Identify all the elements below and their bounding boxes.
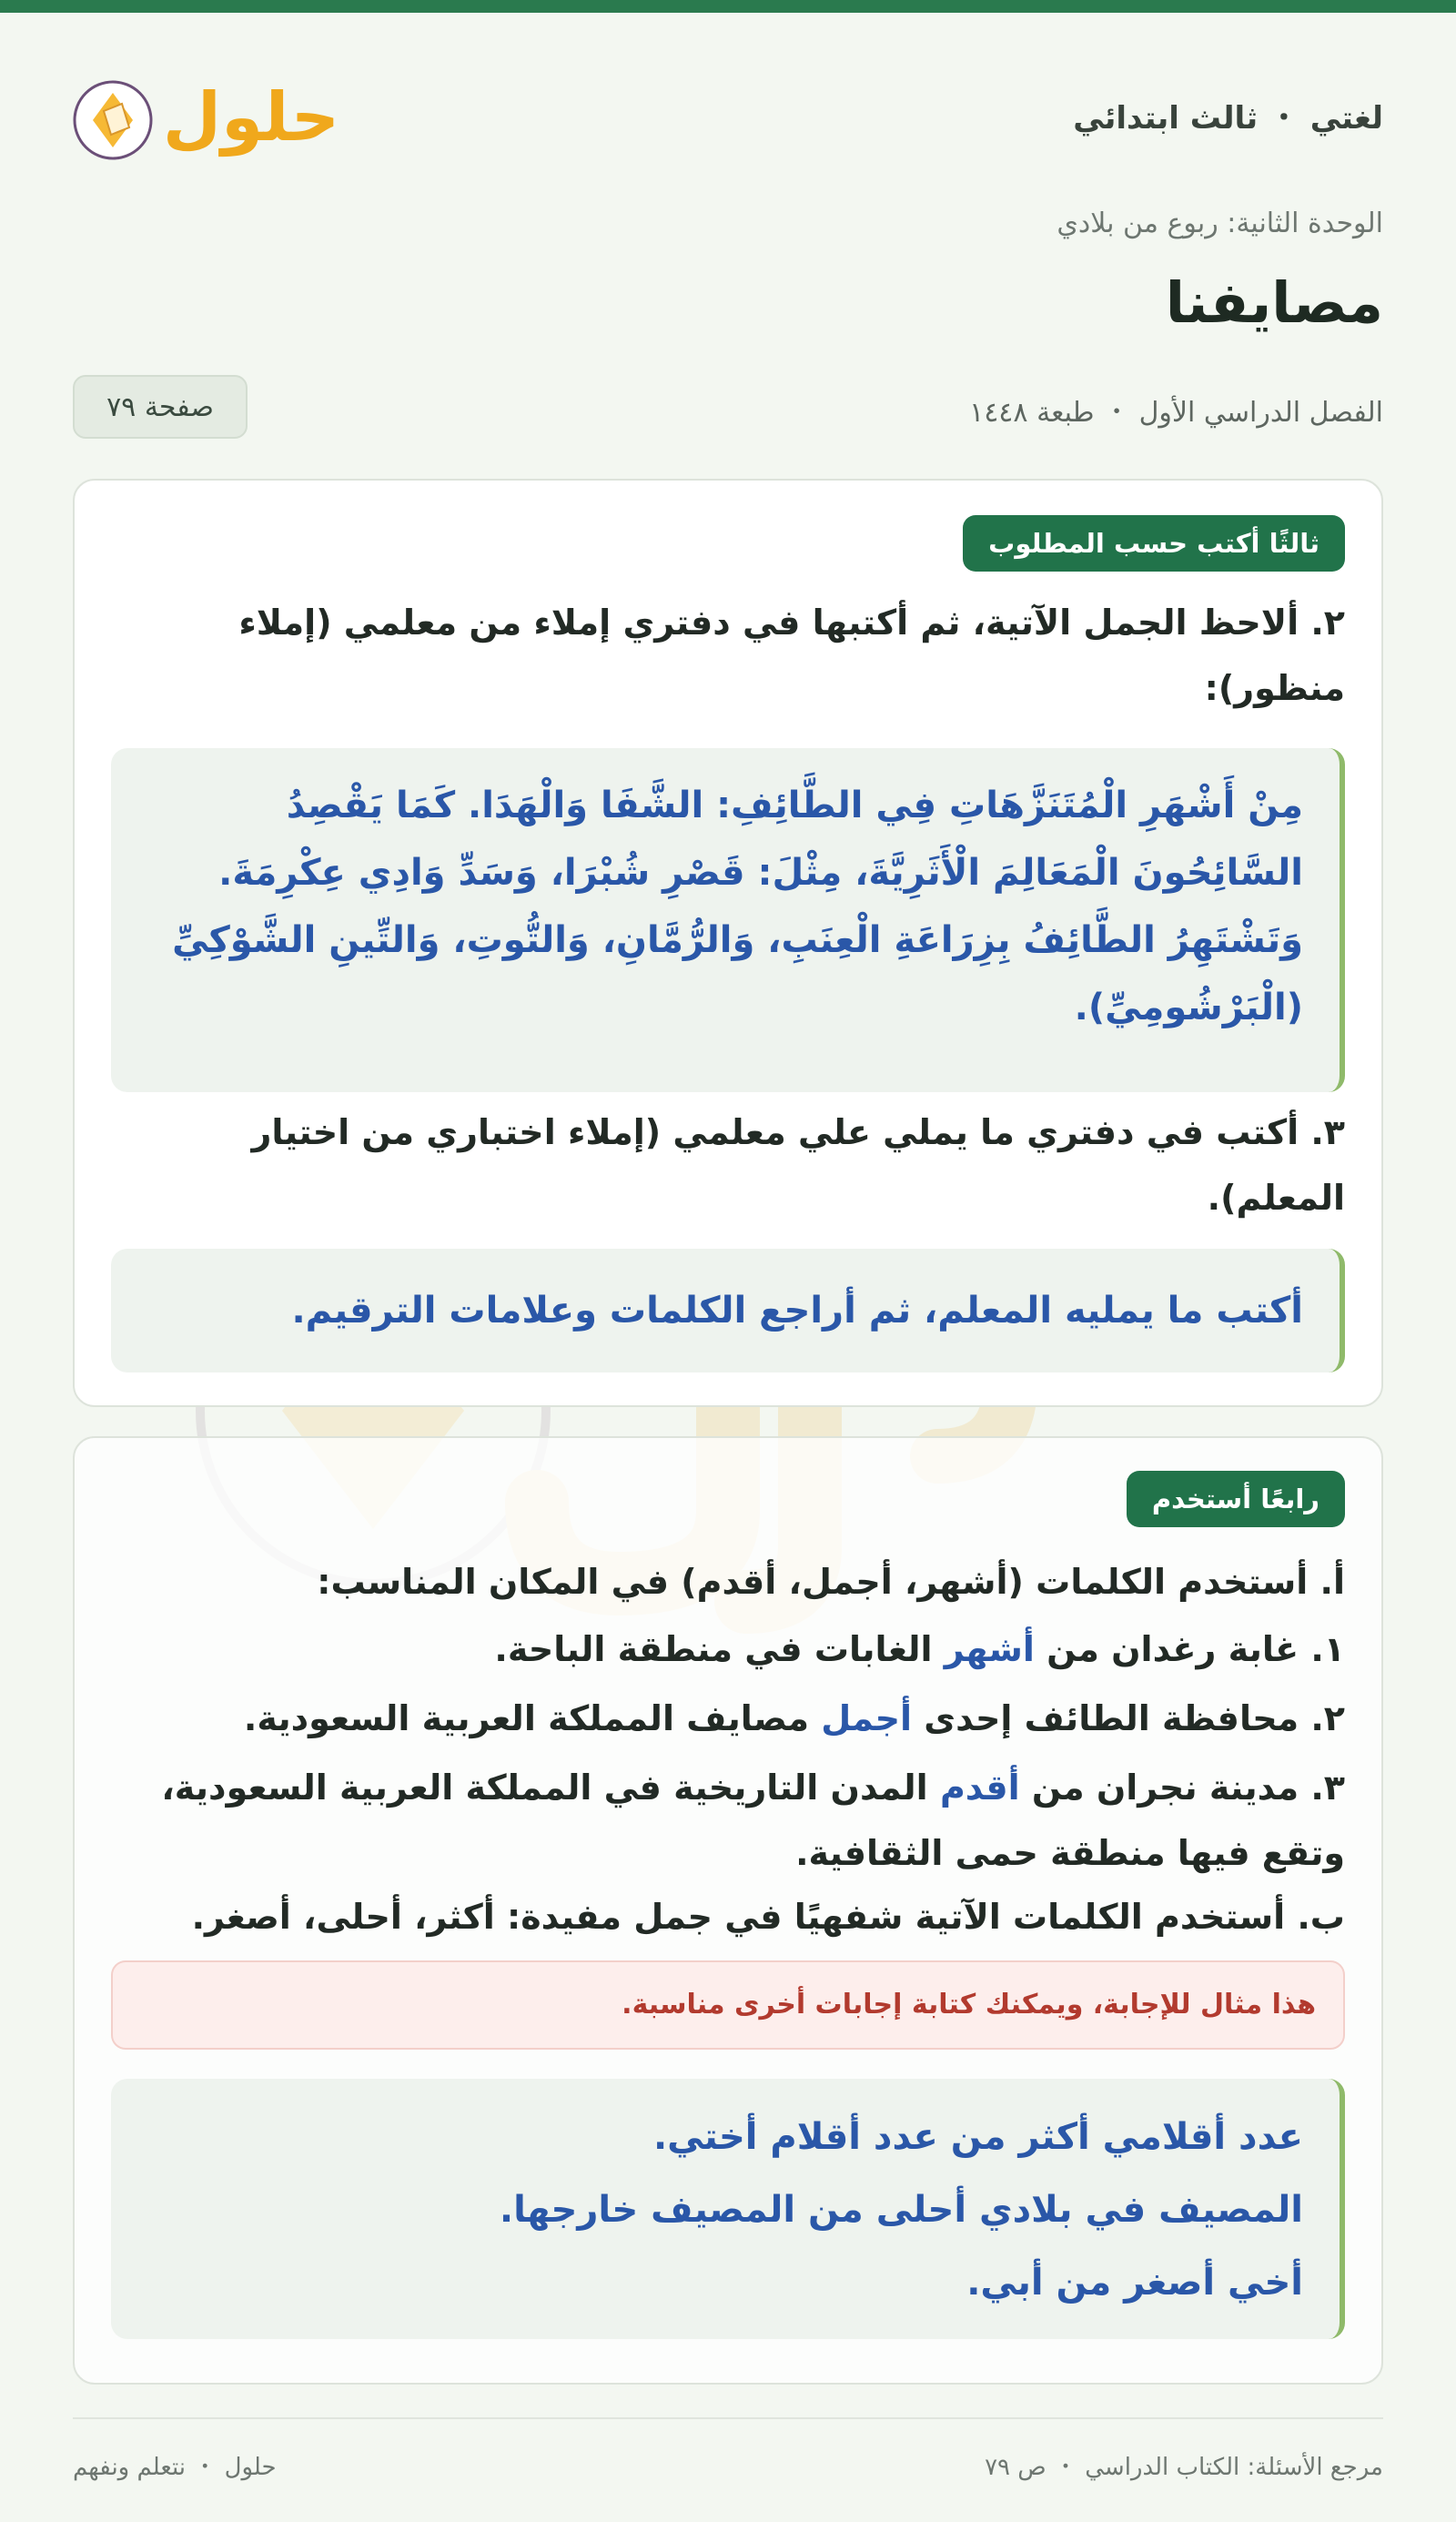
answer-line: المصيف في بلادي أحلى من المصيف خارجها. — [499, 2189, 1303, 2231]
dictation-line: وَتَشْتَهِرُ الطَّائِفُ بِزِرَاعَةِ الْعِنَبِ، وَالرُّمَّانِ، وَالتُّوتِ، وَالتِّينِ الشَّوْكِيِّ — [172, 919, 1303, 961]
unit-title: الوحدة الثانية: ربوع من بلادي — [1057, 208, 1383, 239]
brand-logo[interactable] — [73, 62, 346, 171]
question-2 — [111, 590, 1345, 721]
section-write-card — [73, 479, 1383, 1407]
question-3-line1: ٣. أكتب في دفتري ما يملي علي معلمي (إملاء اختباري من اختيار — [251, 1112, 1345, 1152]
subject-grade: لغتي ・ ثالث ابتدائي — [1073, 100, 1383, 137]
question-3 — [111, 1099, 1345, 1231]
sentence-2 — [102, 1686, 1345, 1751]
question-3-answer: أكتب ما يمليه المعلم، ثم أراجع الكلمات وعلامات الترقيم. — [291, 1290, 1303, 1332]
dictation-line: مِنْ أَشْهَرِ الْمُتَنَزَّهَاتِ فِي الطَّائِفِ: الشَّفَا وَالْهَدَا. كَمَا يَقْصِدُ — [286, 785, 1303, 826]
page-header — [73, 53, 1383, 180]
sentence-1-end: الغابات في منطقة الباحة. — [494, 1629, 945, 1669]
footer-brand[interactable]: حلول ・ نتعلم ونفهم — [73, 2454, 277, 2481]
sentence-3-line2: وتقع فيها منطقة حمى الثقافية. — [795, 1833, 1345, 1873]
dictation-line: السَّائِحُونَ الْمَعَالِمَ الْأَثَرِيَّةَ، مِثْلَ: قَصْرِ شُبْرَا، وَسَدِّ وَادِي عِكْرِمَةَ. — [218, 852, 1303, 894]
part-b-prompt: ب. أستخدم الكلمات الآتية شفهيًا في جمل مفيدة: أكثر، أحلى، أصغر. — [191, 1897, 1345, 1937]
answer-line: عدد أقلامي أكثر من عدد أقلام أختي. — [652, 2116, 1303, 2158]
part-a-prompt: أ. أستخدم الكلمات (أشهر، أجمل، أقدم) في المكان المناسب: — [317, 1562, 1345, 1602]
dictation-passage-box — [111, 748, 1345, 1092]
dictation-line: (الْبَرْشُومِيِّ). — [1074, 987, 1303, 1028]
sentence-2-word: أجمل — [821, 1698, 913, 1738]
sentence-2-start: ٢. محافظة الطائف إحدى — [912, 1698, 1345, 1738]
sentence-1-word: أشهر — [944, 1629, 1035, 1669]
sentence-3-end: المدن التاريخية في المملكة العربية السعودية، — [161, 1767, 940, 1808]
sentence-1-start: ١. غابة رغدان من — [1034, 1629, 1345, 1669]
sentence-1 — [102, 1616, 1345, 1682]
example-note: هذا مثال للإجابة، ويمكنك كتابة إجابات أخرى مناسبة. — [111, 1960, 1345, 2050]
sentence-3-word: أقدم — [939, 1767, 1020, 1808]
section-use-card — [73, 1436, 1383, 2385]
footer-reference: مرجع الأسئلة: الكتاب الدراسي ・ ص ٧٩ — [985, 2454, 1383, 2481]
sentence-3-start: ٣. مدينة نجران من — [1019, 1767, 1345, 1808]
question-2-line2: منظور): — [1204, 668, 1345, 708]
section-tag-use: رابعًا أستخدم — [1127, 1471, 1345, 1527]
section-tag-write: ثالثًا أكتب حسب المطلوب — [963, 515, 1345, 572]
page-title: مصايفنا — [1165, 269, 1383, 336]
semester-edition: الفصل الدراسي الأول ・ طبعة ١٤٤٨ — [969, 397, 1383, 429]
sentence-2-end: مصايف المملكة العربية السعودية. — [243, 1698, 822, 1738]
sentence-3 — [102, 1755, 1345, 1886]
top-accent-bar — [0, 0, 1456, 13]
question-3-line2: المعلم). — [1207, 1178, 1345, 1218]
answer-line: أخي أصغر من أبي. — [966, 2262, 1303, 2304]
question-2-line1: ٢. ألاحظ الجمل الآتية، ثم أكتبها في دفتري إملاء من معلمي (إملاء — [238, 603, 1345, 643]
logo-text: حلول — [162, 78, 340, 157]
footer-divider — [73, 2417, 1383, 2419]
part-b-answers-box — [111, 2079, 1345, 2339]
question-3-answer-box — [111, 1249, 1345, 1372]
page-number-badge: صفحة ٧٩ — [73, 375, 248, 439]
